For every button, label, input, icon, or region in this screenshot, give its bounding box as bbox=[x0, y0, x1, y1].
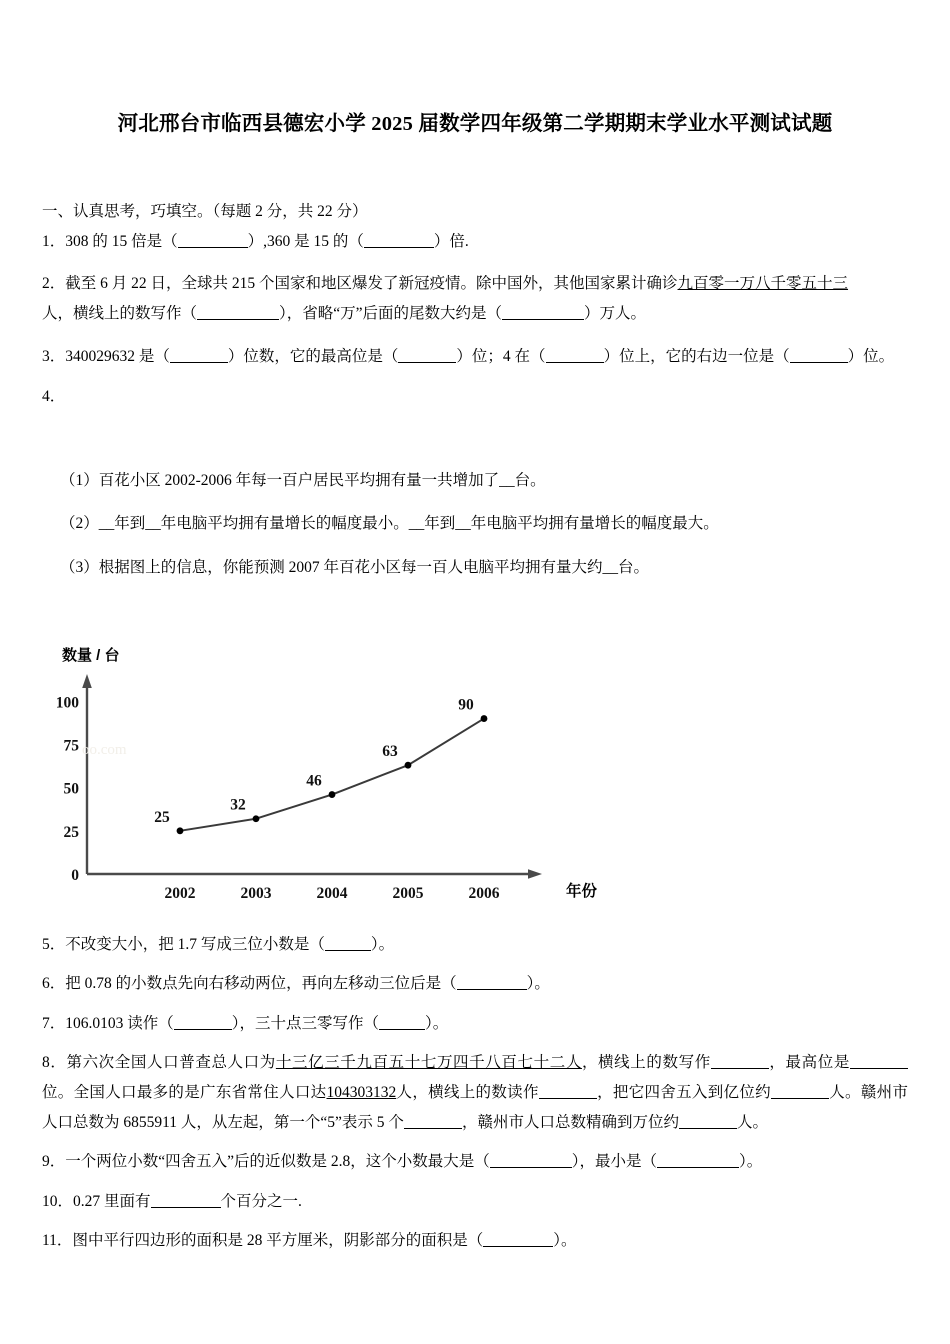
question-11-text-a: 图中平行四边形的面积是 28 平方厘米，阴影部分的面积是（ bbox=[72, 1231, 484, 1249]
question-4-number: 4． bbox=[42, 387, 66, 405]
question-8-underlined-population: 十三亿三千九百五十七万四千八百七十二人 bbox=[275, 1053, 582, 1071]
chart-point-2004 bbox=[329, 791, 336, 798]
question-8-blank-3[interactable] bbox=[539, 1098, 597, 1099]
question-8-blank-6[interactable] bbox=[679, 1128, 737, 1129]
question-5-number: 5． bbox=[42, 936, 66, 954]
chart-y-tick-50: 50 bbox=[63, 780, 79, 798]
question-9-text-a: 一个两位小数“四舍五入”后的近似数是 2.8，这个小数最大是（ bbox=[65, 1153, 490, 1171]
chart-y-tick-75: 75 bbox=[63, 737, 79, 755]
question-7-blank-2[interactable] bbox=[379, 1029, 425, 1030]
question-8-seg10: ，赣州市人口总数精确到万位约 bbox=[461, 1114, 679, 1132]
question-7 bbox=[42, 1009, 908, 1039]
question-5-text-b: ）。 bbox=[370, 936, 395, 954]
question-7-blank-1[interactable] bbox=[174, 1029, 232, 1030]
question-3-text-d: ）位上，它的右边一位是（ bbox=[603, 347, 790, 365]
question-9 bbox=[42, 1147, 908, 1177]
question-8-seg7: 人，横线上的数读作 bbox=[396, 1083, 539, 1101]
subquestion-2-label: （2） bbox=[60, 515, 99, 533]
chart-x-tick-2004: 2004 bbox=[316, 885, 348, 903]
question-2-number: 2． bbox=[42, 275, 66, 293]
chart-point-labels bbox=[154, 697, 474, 826]
question-11-blank-1[interactable] bbox=[483, 1246, 553, 1247]
subquestion-1-text: 百花小区 2002‑2006 年每一百户居民平均拥有量一共增加了__台。 bbox=[98, 471, 546, 489]
chart-x-tick-2005: 2005 bbox=[392, 885, 424, 903]
question-2-line2-a: 人，横线上的数写作（ bbox=[42, 305, 198, 323]
question-2-blank-1[interactable] bbox=[197, 319, 279, 320]
question-3 bbox=[42, 342, 908, 372]
question-5-blank-1[interactable] bbox=[325, 950, 371, 951]
question-5-text-a: 不改变大小，把 1.7 写成三位小数是（ bbox=[65, 936, 325, 954]
subquestion-3-text: 根据图上的信息，你能预测 2007 年百花小区每一百人电脑平均拥有量大约__台。 bbox=[98, 558, 650, 576]
question-2-underlined-number: 九百零一万八千零五十三 bbox=[677, 275, 849, 293]
question-1-text-a: 308 的 15 倍是（ bbox=[65, 232, 178, 250]
page-watermark: oo.com bbox=[82, 742, 127, 758]
question-7-text-a: 106.0103 读作（ bbox=[65, 1014, 174, 1032]
question-3-text-e: ）位。 bbox=[847, 347, 895, 365]
question-2-line2-c: ）万人。 bbox=[584, 305, 647, 323]
question-8-seg11: 人。 bbox=[736, 1114, 768, 1132]
subquestion-2 bbox=[42, 509, 908, 538]
question-3-text-a: 340029632 是（ bbox=[65, 347, 170, 365]
question-2-line1-a: 截至 6 月 22 日，全球共 215 个国家和地区爆发了新冠疫情。除中国外，其他国家累计确诊 bbox=[65, 275, 678, 293]
question-7-number: 7． bbox=[42, 1014, 66, 1032]
question-1-number: 1． bbox=[42, 232, 66, 250]
question-4-figure-space bbox=[42, 406, 908, 452]
question-8-seg1: 第六次全国人口普查总人口为 bbox=[66, 1053, 276, 1071]
question-6-text-b: ）。 bbox=[526, 975, 550, 993]
question-1-blank-2[interactable] bbox=[364, 247, 434, 248]
section-heading: 一、认真思考，巧填空。（每题 2 分，共 22 分） bbox=[42, 202, 368, 220]
question-8 bbox=[42, 1048, 908, 1139]
question-6-number: 6． bbox=[42, 975, 66, 993]
question-10-text-a: 0.27 里面有 bbox=[73, 1192, 151, 1210]
question-2-blank-2[interactable] bbox=[502, 319, 584, 320]
question-2 bbox=[42, 269, 908, 329]
chart-point-2005 bbox=[405, 762, 412, 769]
question-10-number: 10． bbox=[42, 1192, 74, 1210]
question-8-seg3: ，横线上的数写作 bbox=[581, 1053, 711, 1071]
question-6-text-a: 把 0.78 的小数点先向右移动两位，再向左移动三位后是（ bbox=[65, 975, 457, 993]
question-9-blank-2[interactable] bbox=[657, 1167, 739, 1168]
chart-point-2003 bbox=[253, 815, 260, 822]
question-9-text-c: ）。 bbox=[739, 1153, 763, 1171]
question-9-text-b: ），最小是（ bbox=[571, 1153, 658, 1171]
question-11-number: 11． bbox=[42, 1231, 73, 1249]
question-1-text-b: ）,360 是 15 的（ bbox=[247, 232, 364, 250]
subquestion-1 bbox=[42, 466, 908, 495]
chart-x-tick-2006: 2006 bbox=[468, 885, 500, 903]
subquestion-1-label: （1） bbox=[60, 471, 99, 489]
question-3-blank-3[interactable] bbox=[546, 362, 604, 363]
question-7-text-b: ），三十点三零写作（ bbox=[231, 1014, 380, 1032]
question-1-text-c: ）倍. bbox=[433, 232, 469, 250]
chart-y-ticks bbox=[56, 694, 80, 884]
line-chart bbox=[54, 646, 654, 908]
question-1-blank-1[interactable] bbox=[178, 247, 248, 248]
chart-data-line bbox=[180, 719, 484, 831]
question-8-seg4: ，最高位是 bbox=[768, 1053, 850, 1071]
chart-y-tick-25: 25 bbox=[63, 823, 79, 841]
question-8-seg8: ，把它四舍五入到亿位约 bbox=[596, 1083, 771, 1101]
line-chart-svg bbox=[54, 646, 654, 908]
question-5 bbox=[42, 930, 908, 960]
question-6 bbox=[42, 969, 908, 999]
question-8-underlined-guangdong: 104303132 bbox=[326, 1083, 397, 1101]
question-4 bbox=[42, 384, 908, 406]
chart-point-label-2002: 25 bbox=[154, 808, 170, 826]
question-11-text-b: ）。 bbox=[553, 1231, 577, 1249]
chart-x-tick-2003: 2003 bbox=[240, 885, 272, 903]
chart-x-ticks bbox=[165, 885, 500, 902]
question-8-blank-1[interactable] bbox=[711, 1068, 769, 1069]
subquestion-3-label: （3） bbox=[60, 558, 99, 576]
chart-point-2006 bbox=[481, 715, 488, 722]
chart-point-2002 bbox=[177, 827, 184, 834]
question-9-blank-1[interactable] bbox=[490, 1167, 572, 1168]
page-title: 河北邢台市临西县德宏小学 2025 届数学四年级第二学期期末学业水平测试试题 bbox=[117, 113, 833, 135]
chart-data-points bbox=[177, 715, 488, 834]
subquestion-3 bbox=[42, 553, 908, 582]
question-1 bbox=[42, 227, 908, 257]
question-9-number: 9． bbox=[42, 1153, 66, 1171]
question-3-blank-1[interactable] bbox=[170, 362, 228, 363]
chart-point-label-2005: 63 bbox=[382, 743, 398, 761]
question-8-seg9: 人。赣州市人口总数为 6855911 人，从左起，第一个“5”表示 5 个 bbox=[42, 1083, 908, 1132]
chart-point-label-2003: 32 bbox=[230, 796, 246, 814]
question-8-seg5: 位。全国人口最多的是广东省常住人口达 bbox=[42, 1083, 327, 1101]
chart-y-tick-0: 0 bbox=[71, 867, 79, 885]
question-8-number: 8． bbox=[42, 1053, 67, 1071]
question-10-text-b: 个百分之一. bbox=[220, 1192, 302, 1210]
chart-y-tick-100: 100 bbox=[55, 694, 79, 712]
question-7-text-c: ）。 bbox=[425, 1014, 449, 1032]
chart-y-axis-label: 数量 / 台 bbox=[62, 647, 120, 665]
question-3-blank-2[interactable] bbox=[398, 362, 456, 363]
chart-x-tick-2002: 2002 bbox=[164, 885, 196, 903]
question-3-text-b: ）位数，它的最高位是（ bbox=[227, 347, 399, 365]
question-3-text-c: ）位；4 在（ bbox=[456, 347, 546, 365]
question-10 bbox=[42, 1187, 908, 1217]
question-11 bbox=[42, 1226, 908, 1256]
question-8-blank-2[interactable] bbox=[850, 1068, 908, 1069]
question-3-blank-4[interactable] bbox=[790, 362, 848, 363]
question-3-number: 3． bbox=[42, 347, 66, 365]
chart-point-label-2006: 90 bbox=[458, 696, 474, 714]
question-10-blank-1[interactable] bbox=[151, 1207, 221, 1208]
question-8-blank-4[interactable] bbox=[771, 1098, 829, 1099]
question-2-line2-b: ），省略“万”后面的尾数大约是（ bbox=[279, 305, 503, 323]
chart-x-axis-label: 年份 bbox=[566, 883, 598, 901]
question-8-blank-5[interactable] bbox=[404, 1128, 462, 1129]
question-6-blank-1[interactable] bbox=[457, 989, 527, 990]
subquestion-2-text: __年到__年电脑平均拥有量增长的幅度最小。__年到__年电脑平均拥有量增长的幅度最大。 bbox=[98, 515, 719, 533]
chart-point-label-2004: 46 bbox=[306, 772, 322, 790]
